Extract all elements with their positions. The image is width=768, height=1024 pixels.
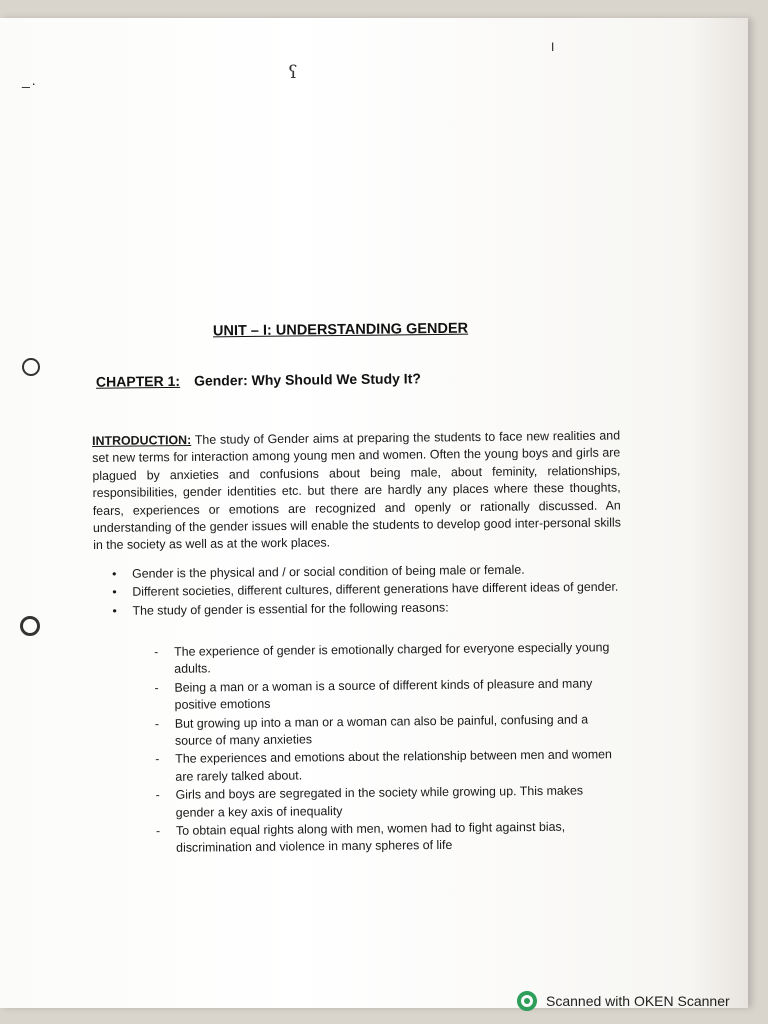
list-item: - But growing up into a man or a woman can also be painful, confusing and a source of many anxieties	[153, 711, 623, 751]
reasons-list	[152, 639, 624, 859]
list-item: • Different societies, different cultures, different generations have different ideas of gender.	[110, 579, 622, 602]
unit-title: UNIT – I: UNDERSTANDING GENDER	[212, 320, 469, 340]
scanner-watermark	[516, 990, 730, 1012]
punch-hole-icon	[22, 358, 40, 376]
list-item: • The study of gender is essential for the following reasons:	[110, 597, 622, 620]
list-item: - To obtain equal rights along with men, women had to fight against bias, discrimination and violence in many spheres of life	[154, 818, 624, 858]
watermark-text: Scanned with OKEN Scanner	[546, 993, 730, 1009]
bullet-list	[110, 561, 623, 622]
page-mark: I	[551, 40, 555, 54]
introduction-label: INTRODUCTION:	[92, 433, 192, 449]
scanned-page	[0, 18, 748, 1008]
handwritten-squiggle: ʕ	[288, 62, 298, 83]
introduction-text: The study of Gender aims at preparing the students to face new realities and set new terms for interaction among young men and women. Often the young boys and girls are plagued by anxieties and confusions about being male, about feminity, relationships, responsibilities, gender identities etc. but there are hardly any places where these thoughts, fears, experiences or emotions are recognized and openly or rationally discussed. An understanding of the gender issues will enable the students to develop good inter-personal skills in the society as well as at the work places.	[92, 428, 622, 553]
introduction-paragraph	[92, 428, 621, 555]
list-item: - Girls and boys are segregated in the society while growing up. This makes gender a key axis of inequality	[154, 782, 624, 822]
list-item: - The experiences and emotions about the relationship between men and women are rarely talked about.	[153, 747, 623, 787]
pen-mark: _.	[22, 72, 38, 88]
chapter-title: Gender: Why Should We Study It?	[193, 370, 421, 389]
chapter-label: CHAPTER 1:	[95, 372, 181, 390]
chapter-heading	[96, 370, 421, 389]
oken-scanner-logo-icon	[516, 990, 538, 1012]
list-item: - Being a man or a woman is a source of different kinds of pleasure and many positive emotions	[152, 675, 622, 715]
list-item: - The experience of gender is emotionally charged for everyone especially young adults.	[152, 639, 622, 679]
list-item: • Gender is the physical and / or social condition of being male or female.	[110, 561, 622, 584]
punch-hole-icon	[20, 616, 40, 636]
